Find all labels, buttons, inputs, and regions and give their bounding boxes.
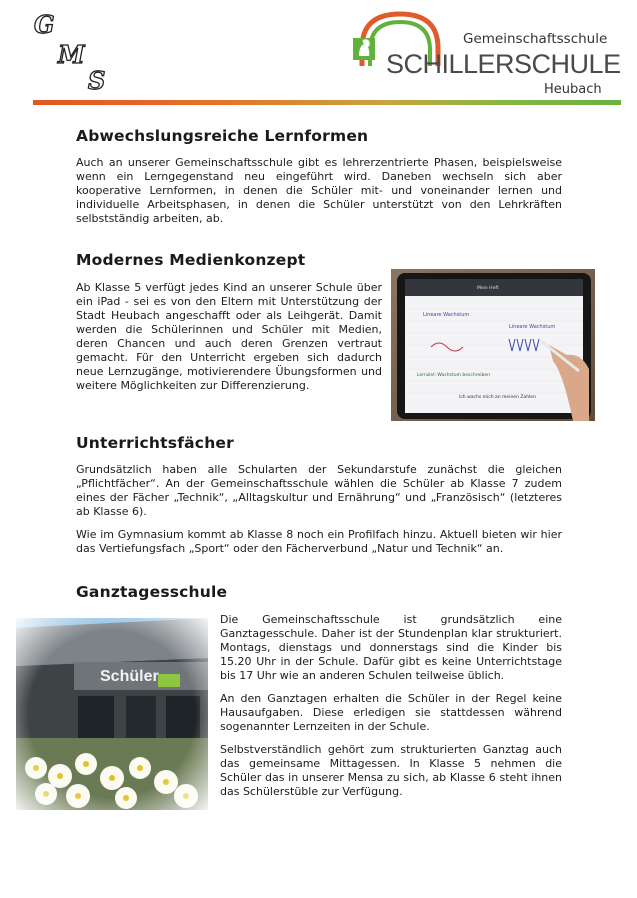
logo-name: SCHILLERSCHULE xyxy=(386,49,621,79)
paragraph: Grundsätzlich haben alle Schularten der Sekundarstufe zunächst die gleichen „Pflichtfächer“. An der Gemeinschaftsschule wählen die Schüler ab Klasse 7 zudem eines der Fächer „Technik“, „Alltagskultur und Ernährung“ und „Französisch“ (letzteres ab Klasse 6). xyxy=(76,463,562,518)
section-title-ganztag: Ganztagesschule xyxy=(76,583,228,601)
gms-letter-s: S xyxy=(88,66,106,95)
section-title-lernformen: Abwechslungsreiche Lernformen xyxy=(76,127,369,145)
paragraph: Selbstverständlich gehört zum strukturierten Ganztag auch das gemeinsame Mittagessen. In Klasse 5 nehmen die Schüler das in unserer Mensa zu sich, ab Klasse 6 steht ihnen das Schülerstüble zur Verfügung. xyxy=(220,743,562,798)
header-stripe xyxy=(33,100,621,105)
section-text-ganztag xyxy=(220,613,562,799)
paragraph: Auch an unserer Gemeinschaftsschule gibt es lehrerzentrierte Phasen, beispielsweise wenn ein Lerngegenstand neu eingeführt wird. Daneben wechseln sich aber kooperative Lernformen, in denen die Schüler mit- und voneinander lernen und individuelle Arbeitsphasen, in denen die Schüler unterstützt von den Lehrkräften selbstständig arbeiten, ab. xyxy=(76,156,562,225)
paragraph: Ab Klasse 5 verfügt jedes Kind an unserer Schule über ein iPad - sei es von den Eltern mit Unterstützung der Stadt Heubach angeschafft oder als Leihgerät. Damit werden die Schülerinnen und Schüler mit Medien, deren Chancen und auch deren Grenzen vertraut gemacht. Für den Unterricht ergeben sich dadurch neue Lernzugänge, motivierendere Übungsformen und weitere Möglichkeiten zur Differenzierung. xyxy=(76,281,382,392)
paragraph: Die Gemeinschaftsschule ist grundsätzlich eine Ganztagesschule. Daher ist der Stundenplan klar strukturiert. Montags, dienstags und donnerstags sind die Kinder bis 15.20 Uhr in der Schule. Dafür gibt es keine Unterrichtstage bis 17 Uhr wie an anderen Schulen teilweise üblich. xyxy=(220,613,562,682)
ipad-note: Lernziel: Wachstum beschreiben xyxy=(417,373,490,378)
ipad-app-title: Mein Heft xyxy=(477,286,499,291)
ipad-heading-right: Lineare Wachstum xyxy=(509,324,556,330)
paragraph: Wie im Gymnasium kommt ab Klasse 8 noch ein Profilfach hinzu. Aktuell bieten wir hier das Vertiefungsfach „Sport“ oder den Fächerverbund „Natur und Technik“ an. xyxy=(76,528,562,555)
section-text-medien xyxy=(76,281,382,393)
logo-subtitle: Gemeinschaftsschule xyxy=(463,31,608,47)
paragraph: An den Ganztagen erhalten die Schüler in der Regel keine Hausaufgaben. Diese erledigen sie stattdessen während sogenannter Lernzeiten in der Schule. xyxy=(220,692,562,733)
section-title-medien: Modernes Medienkonzept xyxy=(76,251,306,269)
section-text-faecher xyxy=(76,463,562,556)
gms-letter-g: G xyxy=(34,10,55,39)
school-logo xyxy=(350,8,620,100)
school-photo xyxy=(16,618,208,810)
section-title-faecher: Unterrichtsfächer xyxy=(76,434,234,452)
gms-letter-m: M xyxy=(58,40,85,69)
section-text-lernformen xyxy=(76,156,562,226)
ipad-footer-note: Ich wachs mich an meinen Zahlen xyxy=(459,395,536,400)
ipad-heading-left: Lineare Wachstum xyxy=(423,312,470,318)
school-illustration xyxy=(16,618,208,810)
ipad-photo xyxy=(391,269,595,421)
school-sign: Schüler xyxy=(100,668,159,685)
logo-city: Heubach xyxy=(544,82,602,97)
